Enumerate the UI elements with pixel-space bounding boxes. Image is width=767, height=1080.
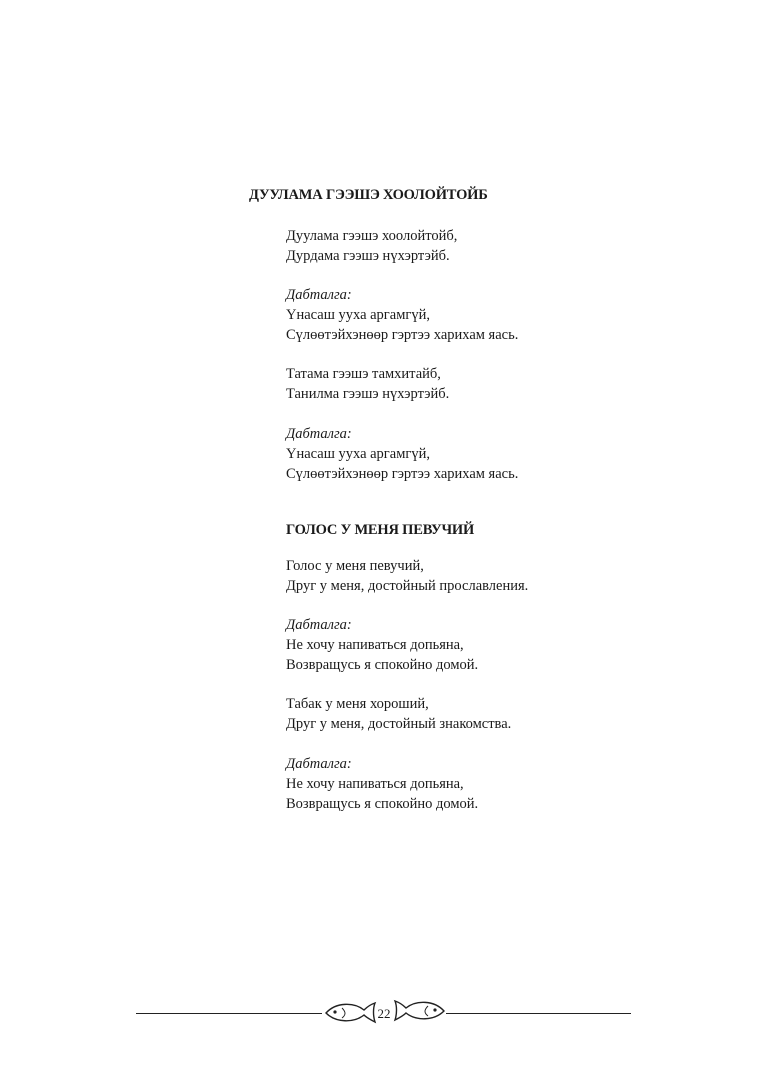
refrain-label-text: Дабталга: bbox=[286, 426, 352, 442]
verse-line: Не хочу напиваться допьяна, bbox=[286, 637, 464, 653]
verse-line: Сүлөөтэйхэнөөр гэртээ харихам яась. bbox=[286, 466, 519, 482]
verse-line: Сүлөөтэйхэнөөр гэртээ харихам яась. bbox=[286, 327, 519, 343]
verse-line: Возвращусь я спокойно домой. bbox=[286, 796, 479, 812]
refrain-label bbox=[286, 757, 352, 772]
verse-line: Үнасаш ууха аргамгүй, bbox=[286, 307, 430, 323]
refrain-label bbox=[286, 618, 352, 633]
verse-line: Возвращусь я спокойно домой. bbox=[286, 657, 479, 673]
verse-line: Друг у меня, достойный прославления. bbox=[286, 578, 529, 594]
fish-ornament-right-icon bbox=[392, 998, 448, 1028]
verse-line: Табак у меня хороший, bbox=[286, 696, 429, 712]
verse-line: Дуулама гээшэ хоолойтойб, bbox=[286, 228, 458, 244]
fish-ornament-left-icon bbox=[322, 998, 378, 1028]
song-2-title: ГОЛОС У МЕНЯ ПЕВУЧИЙ bbox=[286, 522, 475, 538]
verse-line: Татама гээшэ тамхитайб, bbox=[286, 366, 441, 382]
refrain-label-text: Дабталга: bbox=[286, 756, 352, 772]
verse-line: Дурдама гээшэ нүхэртэйб. bbox=[286, 248, 450, 264]
refrain-label bbox=[286, 427, 352, 442]
footer-rule-right bbox=[446, 1013, 631, 1014]
verse-line: Танилма гээшэ нүхэртэйб. bbox=[286, 386, 450, 402]
verse-line: Голос у меня певучий, bbox=[286, 558, 424, 574]
refrain-label-text: Дабталга: bbox=[286, 617, 352, 633]
verse-line: Үнасаш ууха аргамгүй, bbox=[286, 446, 430, 462]
refrain-label-text: Дабталга: bbox=[286, 287, 352, 303]
verse-line: Не хочу напиваться допьяна, bbox=[286, 776, 464, 792]
song-1-title: ДУУЛАМА ГЭЭШЭ ХООЛОЙТОЙБ bbox=[249, 187, 488, 203]
refrain-label bbox=[286, 288, 352, 303]
verse-line: Друг у меня, достойный знакомства. bbox=[286, 716, 512, 732]
footer-rule-left bbox=[136, 1013, 322, 1014]
page-number: 22 bbox=[377, 1006, 391, 1021]
